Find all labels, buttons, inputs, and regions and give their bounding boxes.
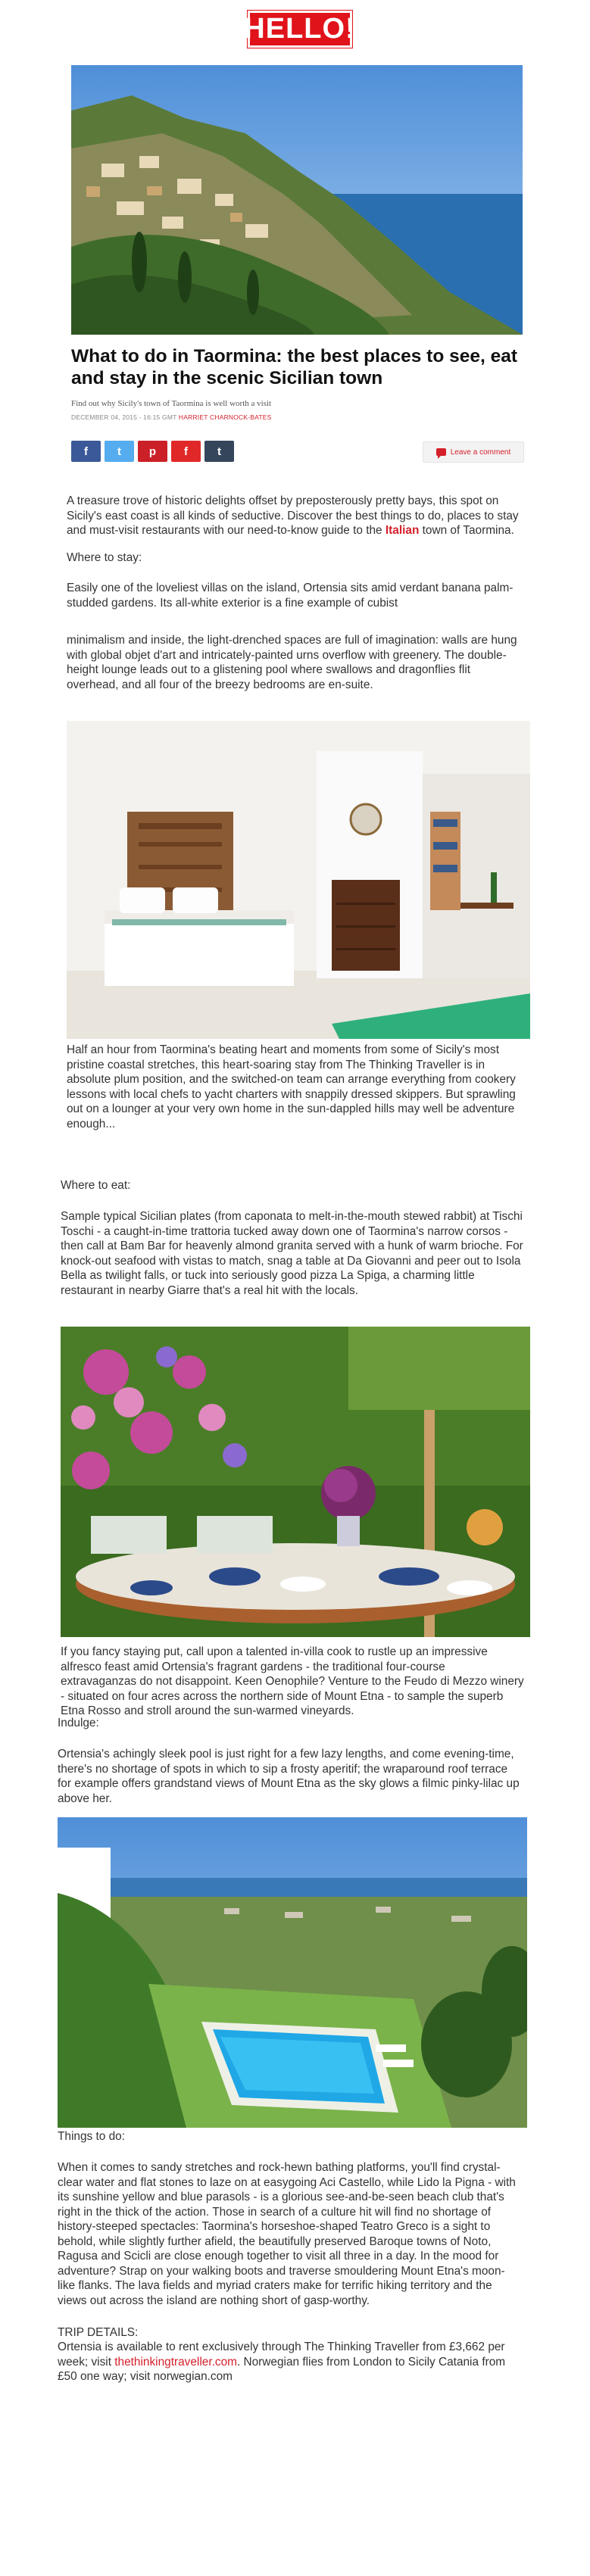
article-dateline (71, 413, 272, 421)
facebook-share-button[interactable] (71, 441, 101, 462)
indulge-heading: Indulge: (58, 1717, 99, 1729)
thinking-traveller-link[interactable]: thethinkingtraveller.com (114, 2355, 237, 2369)
tumblr-icon: t (217, 444, 221, 458)
tumblr-share-button[interactable] (204, 441, 234, 462)
pinterest-icon: p (148, 444, 157, 458)
eat-paragraph-2: If you fancy staying put, call upon a talented in-villa cook to rustle up an impressive alfresco feast amid Ortensia's fragrant gardens - the traditional four-course extravaganzas do not disappoint. Keen Oenophile? Venture to the Feudo di Mezzo winery - situated on four acres across the northern side of Mount Etna - to sample the superb Etna Rosso and stroll around the sun-warmed vineyards. (61, 1645, 524, 1717)
trip-details-heading: TRIP DETAILS: (58, 2326, 139, 2339)
stay-paragraph-3: Half an hour from Taormina's beating heart and moments from some of Sicily's most pristine coastal stretches, this heart-soaring stay from The Thinking Traveller is in absolute plum position, and the switched-on team can arrange everything from cookery lessons with local chefs to yacht charters with snappily dressed skippers. But sprawling out on a lounger at your very own home in the sun-dappled hills may well be adventure enough... (67, 1043, 516, 1131)
where-to-stay-heading: Where to stay: (67, 551, 142, 564)
comment-bubble-icon (436, 448, 446, 456)
italian-link[interactable]: Italian (385, 524, 420, 537)
flipboard-share-button[interactable] (171, 441, 201, 462)
stay-paragraph-1: Easily one of the loveliest villas on the island, Ortensia sits amid verdant banana palm-studded gardens. Its all-white exterior is a fine example of cubist (67, 582, 514, 610)
facebook-icon: f (84, 444, 88, 458)
leave-comment-label: Leave a comment (450, 448, 511, 457)
things-to-do-paragraph: When it comes to sandy stretches and rock-hewn bathing platforms, you'll find crystal-clear water and flat stones to laze on at easygoing Aci Castello, while Lido la Pigna - with its sunshine yellow and blue parasols - is a glorious see-and-be-seen beach club that's right in the thick of the action. Those in search of a culture hit will find no shortage of history-steeped spectacles: Taormina's horseshoe-shaped Teatro Greco is a sight to behold, while slightly further afield, the beautifully preserved Baroque towns of Noto, Ragusa and Scicli are close enough together to visit all three in a day. In the mood for adventure? Strap on your walking boots and traverse smouldering Mount Etna's moon-like flanks. The lava fields and myriad craters make for terrific hiking territory and the views out across the island are nothing short of gasp-worthy. (58, 2161, 516, 2307)
bedroom-image (67, 721, 530, 1039)
where-to-eat-heading: Where to eat: (61, 1179, 131, 1192)
leave-comment-button[interactable] (423, 441, 524, 463)
article-author[interactable]: HARRIET CHARNOCK-BATES (178, 413, 272, 421)
hero-image-taormina (71, 65, 523, 335)
garden-table-image (61, 1327, 530, 1637)
pinterest-share-button[interactable] (138, 441, 167, 462)
article-subtitle: Find out why Sicily's town of Taormina is well worth a visit (71, 399, 272, 408)
article-date: DECEMBER 04, 2015 - 16:15 GMT (71, 413, 177, 421)
pool-image (58, 1817, 527, 2128)
stay-paragraph-2: minimalism and inside, the light-drenched spaces are full of imagination: walls are hung with global objet d'art and intricately-painted urns overflow with greenery. The double-height lounge leads out to a glistening pool where swallows and dragonflies flit overhead, and all four of the breezy bedrooms are en-suite. (67, 634, 517, 691)
twitter-share-button[interactable] (105, 441, 134, 462)
hello-logo[interactable]: HELLO! (248, 11, 352, 48)
eat-paragraph-1: Sample typical Sicilian plates (from caponata to melt-in-the-mouth stewed rabbit) at Tischi Toschi - a caught-in-time trattoria tucked away down one of Taormina's narrow corsos - then call at Bam Bar for heavenly almond granita served with a hunk of warm brioche. For knock-out seafood with vistas to match, snag a table at Da Giovanni and peer out to Isola Bella as twilight falls, or tuck into seriously good pizza La Spiga, a charming little restaurant in nearby Giarre that's a real hit with the locals. (61, 1210, 523, 1297)
intro-paragraph: A treasure trove of historic delights offset by preposterously pretty bays, this spot on Sicily's east coast is all kinds of seductive. Discover the best things to do, places to stay and must-visit restaurants with our need-to-know guide to the Italian town of Taormina. (67, 494, 519, 537)
twitter-icon: t (117, 444, 121, 458)
article-title: What to do in Taormina: the best places to see, eat and stay in the scenic Sicilian town (71, 346, 518, 388)
things-to-do-heading: Things to do: (58, 2130, 125, 2143)
indulge-paragraph: Ortensia's achingly sleek pool is just right for a few lazy lengths, and come evening-time, there's no shortage of spots in which to sip a frosty aperitif; the wraparound roof terrace for example offers grandstand views of Mount Etna as the sky glows a filmic pinky-lilac up above her. (58, 1748, 520, 1805)
flipboard-icon: f (184, 444, 188, 458)
trip-details-paragraph: Ortensia is available to rent exclusively through The Thinking Traveller from £3,662 per week; visit thethinkingtraveller.com. Norwegian flies from London to Sicily Catania from £50 one way; visit norwegian.com (58, 2341, 506, 2383)
